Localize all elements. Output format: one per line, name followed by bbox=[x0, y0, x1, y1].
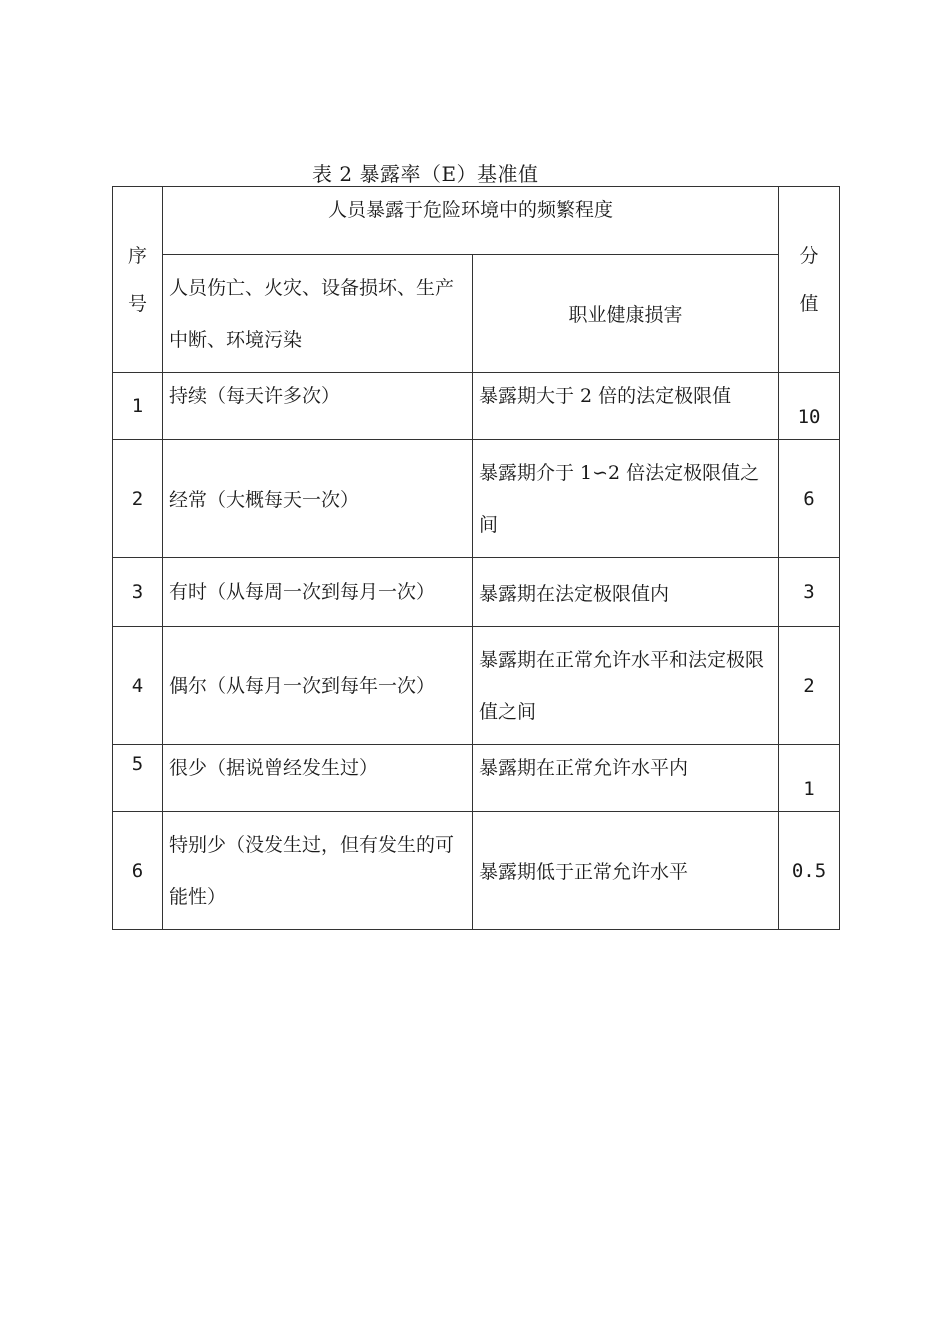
injury-header: 人员伤亡、火灾、设备损坏、生产中断、环境污染 bbox=[169, 276, 455, 351]
table-row bbox=[113, 440, 840, 558]
score-cell bbox=[779, 627, 840, 745]
seq-header-cell bbox=[113, 187, 163, 373]
seq-value: 6 bbox=[131, 859, 144, 882]
injury-cell bbox=[163, 558, 473, 627]
health-cell bbox=[473, 745, 779, 812]
injury-cell bbox=[163, 373, 473, 440]
score-cell bbox=[779, 812, 840, 930]
table-row bbox=[113, 812, 840, 930]
injury-value: 持续（每天许多次） bbox=[169, 385, 341, 407]
score-header: 分值 bbox=[799, 244, 819, 315]
score-cell bbox=[779, 745, 840, 812]
group-header-cell bbox=[163, 187, 779, 255]
table-row bbox=[113, 745, 840, 812]
health-cell bbox=[473, 558, 779, 627]
injury-cell bbox=[163, 812, 473, 930]
health-cell bbox=[473, 627, 779, 745]
injury-value: 有时（从每周一次到每月一次） bbox=[169, 581, 436, 603]
header-row-1 bbox=[113, 187, 840, 255]
health-value: 暴露期在正常允许水平和法定极限值之间 bbox=[479, 648, 765, 723]
injury-cell bbox=[163, 745, 473, 812]
seq-cell bbox=[113, 812, 163, 930]
score-value: 6 bbox=[803, 487, 815, 510]
score-value: 0.5 bbox=[791, 859, 827, 882]
score-value: 2 bbox=[803, 674, 815, 697]
seq-value: 4 bbox=[131, 674, 144, 697]
health-header-cell bbox=[473, 255, 779, 373]
injury-cell bbox=[163, 440, 473, 558]
health-cell bbox=[473, 812, 779, 930]
health-value: 暴露期在法定极限值内 bbox=[479, 582, 670, 605]
seq-cell bbox=[113, 627, 163, 745]
seq-value: 2 bbox=[131, 487, 144, 510]
header-row-2 bbox=[113, 255, 840, 373]
seq-cell bbox=[113, 440, 163, 558]
table-row bbox=[113, 558, 840, 627]
injury-value: 经常（大概每天一次） bbox=[169, 489, 360, 511]
exposure-rate-table bbox=[112, 186, 840, 930]
health-value: 暴露期介于 1∽2 倍法定极限值之间 bbox=[479, 461, 760, 536]
injury-value: 偶尔（从每月一次到每年一次） bbox=[169, 674, 436, 697]
score-cell bbox=[779, 440, 840, 558]
score-cell bbox=[779, 558, 840, 627]
injury-header-cell bbox=[163, 255, 473, 373]
table-caption: 表 2 暴露率（E）基准值 bbox=[312, 162, 539, 186]
health-value: 暴露期低于正常允许水平 bbox=[479, 861, 689, 883]
group-header: 人员暴露于危险环境中的频繁程度 bbox=[328, 199, 614, 221]
score-value: 10 bbox=[797, 406, 821, 428]
injury-value: 很少（据说曾经发生过） bbox=[169, 757, 379, 779]
score-cell bbox=[779, 373, 840, 440]
table-row bbox=[113, 627, 840, 745]
health-cell bbox=[473, 440, 779, 558]
injury-value: 特别少（没发生过，但有发生的可能性） bbox=[169, 833, 455, 908]
seq-cell bbox=[113, 745, 163, 812]
health-value: 暴露期大于 2 倍的法定极限值 bbox=[479, 385, 732, 407]
score-value: 1 bbox=[803, 778, 815, 800]
injury-cell bbox=[163, 627, 473, 745]
seq-value: 1 bbox=[131, 395, 144, 417]
seq-cell bbox=[113, 373, 163, 440]
score-value: 3 bbox=[803, 581, 815, 603]
table-row bbox=[113, 373, 840, 440]
health-cell bbox=[473, 373, 779, 440]
seq-header: 序号 bbox=[127, 244, 147, 315]
health-value: 暴露期在正常允许水平内 bbox=[479, 757, 689, 779]
seq-value: 3 bbox=[131, 581, 144, 603]
score-header-cell bbox=[779, 187, 840, 373]
seq-cell bbox=[113, 558, 163, 627]
health-header: 职业健康损害 bbox=[568, 304, 683, 326]
seq-value: 5 bbox=[131, 753, 144, 775]
